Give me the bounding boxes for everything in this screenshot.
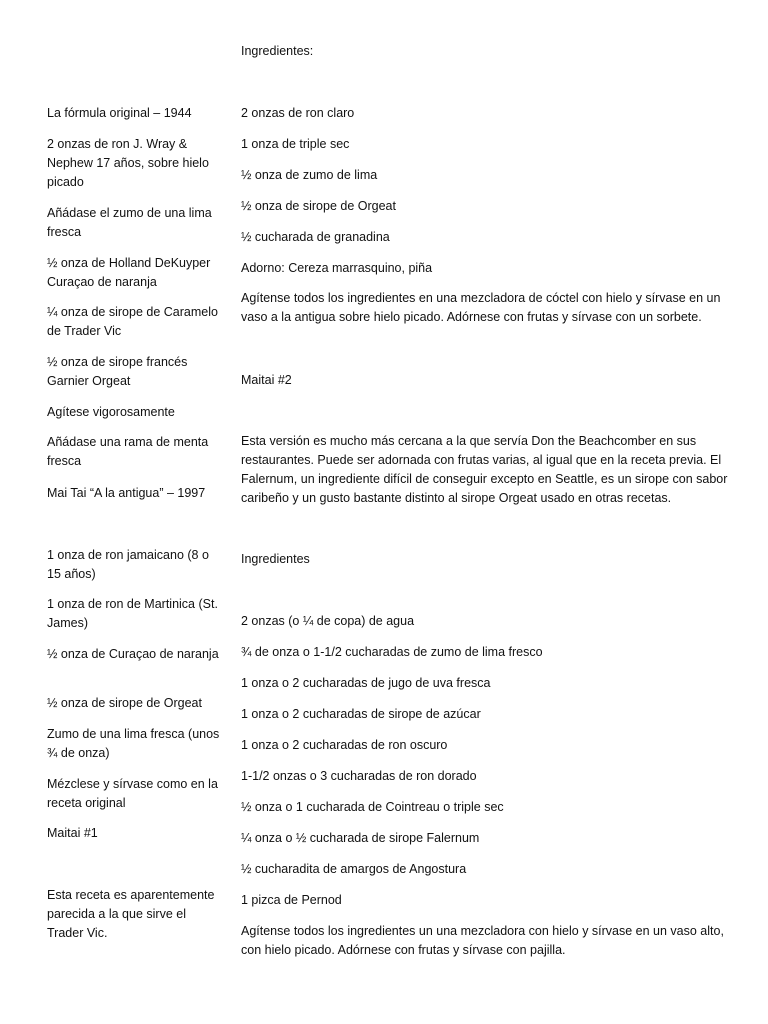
- recipe-line: ¼ onza de sirope de Caramelo de Trader Vic: [47, 305, 218, 338]
- ingredient-line: 2 onzas de ron claro: [241, 106, 355, 120]
- ingredient-line: 1-1/2 onzas o 3 cucharadas de ron dorado: [241, 769, 477, 783]
- heading-maitai-2: Maitai #2: [241, 373, 292, 387]
- recipe-line: Zumo de una lima fresca (unos ¾ de onza): [47, 727, 220, 760]
- recipe-line: 1 onza de ron de Martinica (St. James): [47, 597, 218, 630]
- recipe-line: ½ onza de Curaçao de naranja: [47, 647, 219, 661]
- heading-ingredients-2: Ingredientes: [241, 552, 310, 566]
- ingredient-line: 2 onzas (o ¼ de copa) de agua: [241, 614, 415, 628]
- ingredient-line: ½ onza de sirope de Orgeat: [241, 199, 396, 213]
- recipe-line: ½ onza de sirope de Orgeat: [47, 696, 202, 710]
- description-paragraph: Esta versión es mucho más cercana a la que servía Don the Beachcomber en sus restaurantes. Puede ser adornada con frutas varias, al igual que en la receta previa. El Falernum, un ingrediente difícil de conseguir excepto en Seattle, es un sirope con sabor caribeño y un gusto bastante distinto al sirope Orgeat usado en otras recetas.: [241, 434, 728, 505]
- recipe-line: Mézclese y sírvase como en la receta original: [47, 777, 218, 810]
- ingredient-line: 1 pizca de Pernod: [241, 893, 342, 907]
- ingredient-line: ¾ de onza o 1-1/2 cucharadas de zumo de lima fresco: [241, 645, 543, 659]
- recipe-line: ½ onza de sirope francés Garnier Orgeat: [47, 355, 188, 388]
- heading-ingredients: Ingredientes:: [241, 44, 314, 58]
- recipe-line: 2 onzas de ron J. Wray & Nephew 17 años, sobre hielo picado: [47, 137, 209, 189]
- ingredient-line: Adorno: Cereza marrasquino, piña: [241, 261, 433, 275]
- recipe-line: Añádase una rama de menta fresca: [47, 435, 209, 468]
- instructions-paragraph: Agítense todos los ingredientes un una mezcladora con hielo y sírvase en un vaso alto, con hielo picado. Adórnese con frutas y sírvase con pajilla.: [241, 924, 724, 957]
- recipe-line: ½ onza de Holland DeKuyper Curaçao de naranja: [47, 256, 211, 289]
- ingredient-line: ½ onza o 1 cucharada de Cointreau o triple sec: [241, 800, 504, 814]
- ingredient-line: ½ cucharadita de amargos de Angostura: [241, 862, 467, 876]
- ingredient-line: ½ onza de zumo de lima: [241, 168, 378, 182]
- recipe-paragraph: Esta receta es aparentemente parecida a la que sirve el Trader Vic.: [47, 888, 215, 940]
- ingredient-line: 1 onza o 2 cucharadas de sirope de azúcar: [241, 707, 481, 721]
- ingredient-line: ½ cucharada de granadina: [241, 230, 390, 244]
- heading-original-formula: La fórmula original – 1944: [47, 106, 192, 120]
- recipe-line: Añádase el zumo de una lima fresca: [47, 206, 212, 239]
- heading-maitai-1: Maitai #1: [47, 826, 98, 840]
- ingredient-line: 1 onza o 2 cucharadas de ron oscuro: [241, 738, 448, 752]
- instructions-paragraph: Agítense todos los ingredientes en una mezcladora de cóctel con hielo y sírvase en un vaso a la antigua sobre hielo picado. Adórnese con frutas y sírvase con un sorbete.: [241, 291, 721, 324]
- ingredient-line: 1 onza de triple sec: [241, 137, 350, 151]
- heading-old-fashioned: Mai Tai “A la antigua” – 1997: [47, 486, 206, 500]
- ingredient-line: ¼ onza o ½ cucharada de sirope Falernum: [241, 831, 480, 845]
- recipe-line: Agítese vigorosamente: [47, 405, 175, 419]
- recipe-line: 1 onza de ron jamaicano (8 o 15 años): [47, 548, 209, 581]
- ingredient-line: 1 onza o 2 cucharadas de jugo de uva fresca: [241, 676, 491, 690]
